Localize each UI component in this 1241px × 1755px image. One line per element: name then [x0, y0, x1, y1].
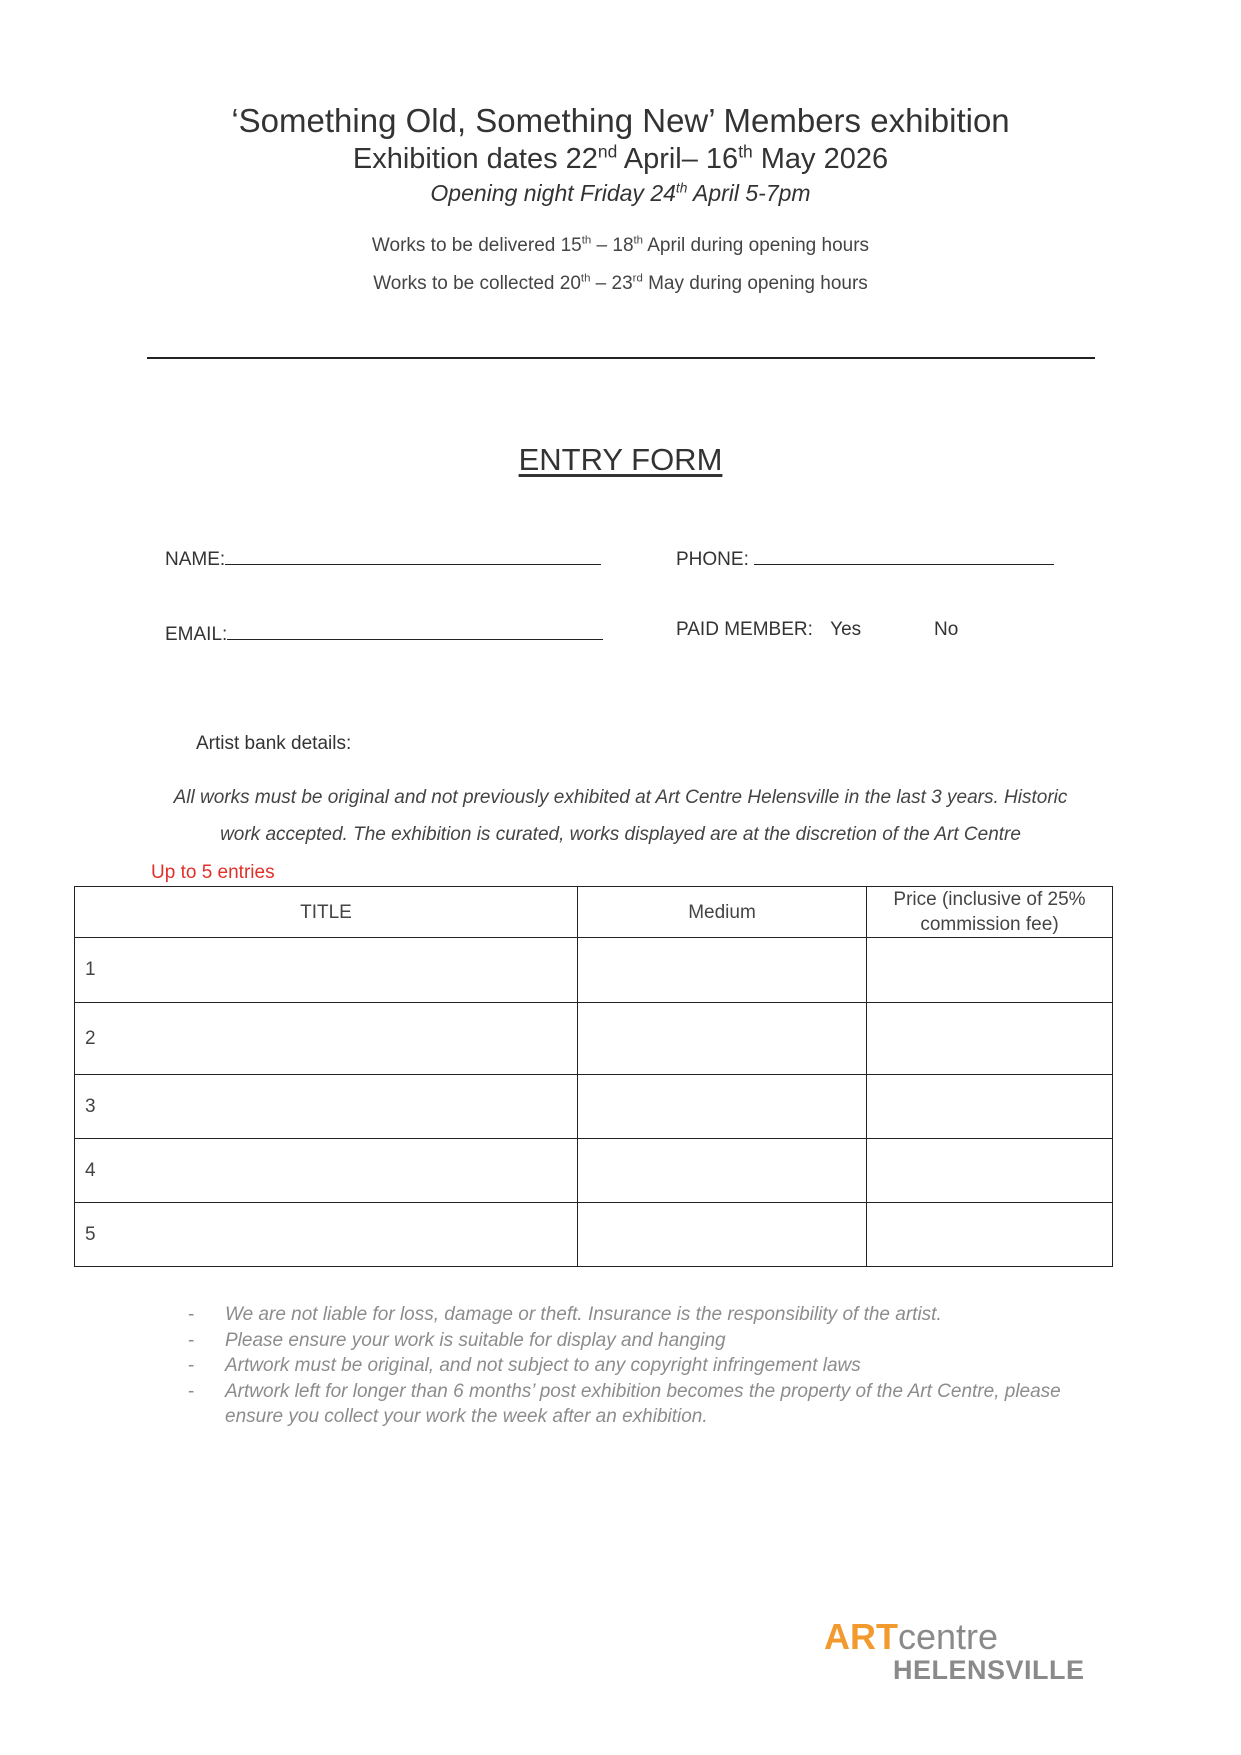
email-label: EMAIL:	[165, 624, 228, 645]
table-header-row	[75, 887, 1113, 938]
entry-title-cell[interactable]: 1	[75, 938, 578, 1003]
exhibition-title: ‘Something Old, Something New’ Members exhibition	[231, 102, 1010, 139]
paid-member-no[interactable]: No	[934, 619, 959, 640]
medium-column-header: Medium	[578, 887, 867, 938]
exhibition-dates: Exhibition dates 22nd April– 16th May 2026	[352, 141, 889, 175]
entry-medium-cell[interactable]	[578, 1075, 867, 1139]
collection-dates: Works to be collected 20th – 23rd May during opening hours	[373, 272, 868, 294]
phone-label: PHONE:	[676, 549, 749, 570]
name-input-line[interactable]	[225, 544, 601, 565]
artcentre-logo	[824, 1616, 1085, 1685]
disclaimer-list	[188, 1302, 1108, 1430]
paid-member-yes[interactable]: Yes	[830, 619, 862, 640]
entry-price-cell[interactable]	[867, 938, 1113, 1003]
disclaimer-item: - Artwork left for longer than 6 months’ post exhibition becomes the property of the Art Centre, please ensure you collect your work the week after an exhibition.	[188, 1380, 1061, 1427]
delivery-dates: Works to be delivered 15th – 18th April during opening hours	[371, 234, 870, 256]
paid-member-label: PAID MEMBER:	[676, 619, 813, 640]
logo-helensville: HELENSVILLE	[893, 1655, 1085, 1685]
entry-price-cell[interactable]	[867, 1075, 1113, 1139]
email-input-line[interactable]	[227, 619, 603, 640]
bullet-dash: -	[188, 1380, 195, 1402]
entry-medium-cell[interactable]	[578, 1139, 867, 1203]
entry-price-cell[interactable]	[867, 1203, 1113, 1267]
disclaimer-item: - We are not liable for loss, damage or theft. Insurance is the responsibility of the artist.	[188, 1302, 1108, 1328]
table-row	[75, 1003, 1113, 1075]
table-row	[75, 1075, 1113, 1139]
entry-title-cell[interactable]: 5	[75, 1203, 578, 1267]
entry-medium-cell[interactable]	[578, 938, 867, 1003]
table-row	[75, 1139, 1113, 1203]
entry-title-cell[interactable]: 3	[75, 1075, 578, 1139]
bullet-dash: -	[188, 1304, 195, 1325]
disclaimer-item: - Artwork must be original, and not subject to any copyright infringement laws	[188, 1353, 1108, 1379]
bullet-dash: -	[188, 1329, 195, 1351]
header-divider	[147, 357, 1095, 359]
bullet-dash: -	[188, 1355, 195, 1376]
paid-member-field	[676, 619, 865, 641]
table-row	[75, 1203, 1113, 1267]
name-field[interactable]	[165, 544, 601, 571]
disclaimer-item: - Please ensure your work is suitable for display and hanging	[188, 1328, 1108, 1354]
logo-centre: centre	[898, 1616, 999, 1657]
opening-night: Opening night Friday 24th April 5-7pm	[430, 180, 811, 206]
title-column-header: TITLE	[75, 887, 578, 938]
bank-details-label: Artist bank details:	[196, 733, 352, 754]
form-heading: ENTRY FORM	[518, 442, 723, 477]
entry-medium-cell[interactable]	[578, 1203, 867, 1267]
name-label: NAME:	[165, 549, 226, 570]
eligibility-note-line-2: work accepted. The exhibition is curated, works displayed are at the discretion of the Art Centre	[220, 824, 1021, 845]
entries-table	[74, 886, 1113, 1267]
entry-title-cell[interactable]: 2	[75, 1003, 578, 1075]
price-column-header: Price (inclusive of 25% commission fee)	[867, 887, 1113, 938]
entries-limit-note: Up to 5 entries	[151, 862, 275, 883]
phone-input-line[interactable]	[754, 544, 1054, 565]
phone-field[interactable]	[676, 544, 1054, 571]
entry-price-cell[interactable]	[867, 1003, 1113, 1075]
entry-medium-cell[interactable]	[578, 1003, 867, 1075]
eligibility-note-line-1: All works must be original and not previously exhibited at Art Centre Helensville in the last 3 years. Historic	[173, 787, 1068, 808]
entry-title-cell[interactable]: 4	[75, 1139, 578, 1203]
table-row	[75, 938, 1113, 1003]
entry-price-cell[interactable]	[867, 1139, 1113, 1203]
email-field[interactable]	[165, 619, 603, 646]
logo-art: ART	[824, 1616, 898, 1657]
